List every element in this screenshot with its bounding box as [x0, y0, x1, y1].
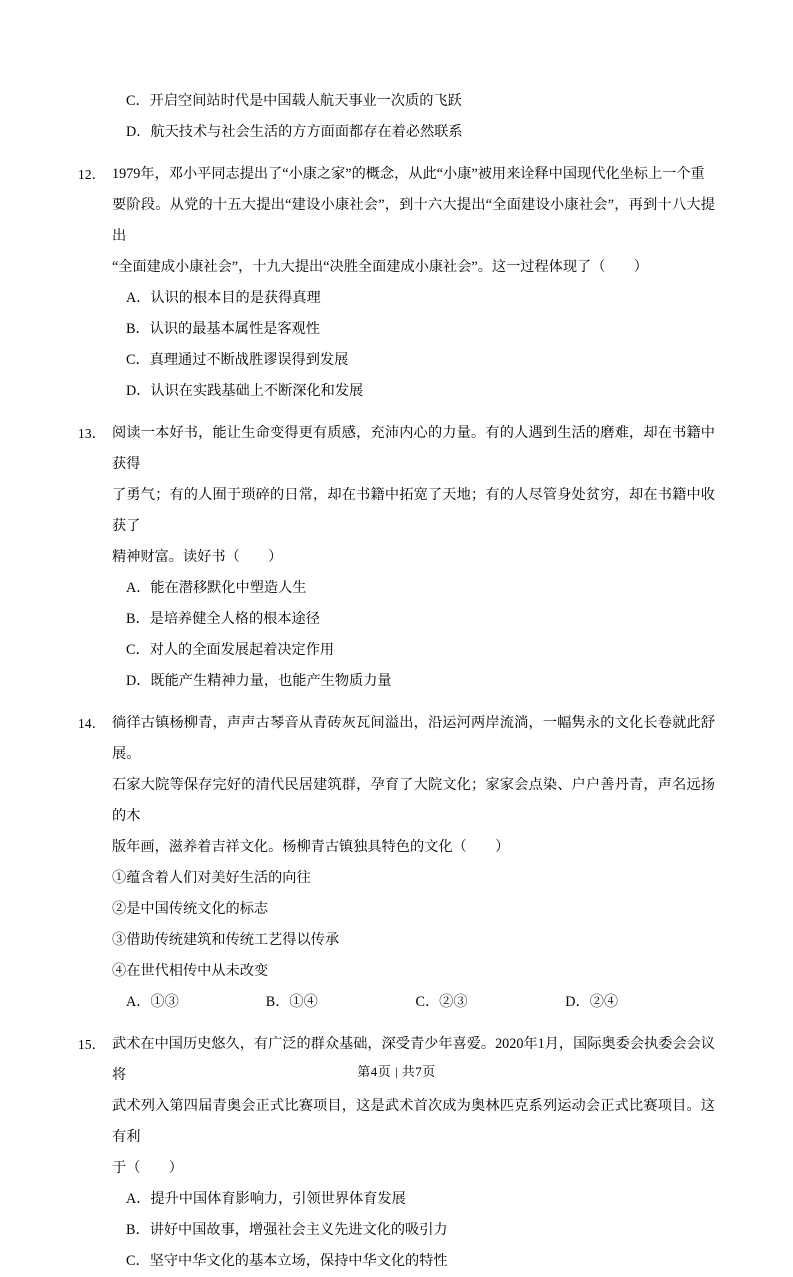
- option-text: B．讲好中国故事，增强社会主义先进文化的吸引力: [126, 1222, 448, 1238]
- question-stem-line: 于（ ）: [112, 1160, 183, 1176]
- question-stem-line: 了勇气；有的人囿于琐碎的日常，却在书籍中拓宽了天地；有的人尽管身处贫穷，却在书籍中收获了: [112, 487, 715, 534]
- question-stem-line: 武术列入第四届青奥会正式比赛项目，这是武术首次成为奥林匹克系列运动会正式比赛项目。这有利: [112, 1098, 715, 1145]
- option-text: A．能在潜移默化中塑造人生: [126, 580, 307, 596]
- question-stem-line: [78, 418, 715, 480]
- page-footer: 第4页 | 共7页: [357, 1064, 436, 1079]
- question-stem-text: 1979年，邓小平同志提出了“小康之家”的概念，从此“小康”被用来诠释中国现代化坐标上一个重: [112, 166, 705, 182]
- statement-item: ②是中国传统文化的标志: [112, 901, 269, 917]
- option-text: C．②③: [415, 994, 468, 1010]
- option-text: C．开启空间站时代是中国载人航天事业一次质的飞跃: [126, 93, 462, 109]
- question-block-13: [78, 418, 715, 697]
- option-text: A．认识的根本目的是获得真理: [126, 290, 321, 306]
- statement-item: ④在世代相传中从未改变: [112, 963, 269, 979]
- question-number: 15．: [78, 1037, 106, 1052]
- question-stem-text: 武术在中国历史悠久，有广泛的群众基础，深受青少年喜爱。2020年1月，国际奥委会执委会会议将: [112, 1036, 715, 1083]
- question-number: 14．: [78, 716, 106, 731]
- option-text: B．是培养健全人格的根本途径: [126, 611, 320, 627]
- option-text: A．提升中国体育影响力，引领世界体育发展: [126, 1191, 406, 1207]
- option-text: C．真理通过不断战胜谬误得到发展: [126, 352, 349, 368]
- question-stem-text: 阅读一本好书，能让生命变得更有质感，充沛内心的力量。有的人遇到生活的磨难，却在书籍中获得: [112, 425, 715, 472]
- option-text: C．坚守中华文化的基本立场，保持中华文化的特性: [126, 1253, 448, 1269]
- option-item: [78, 573, 715, 604]
- question-stem-line: [78, 708, 715, 770]
- question-number: 13．: [78, 426, 106, 441]
- option-item: [78, 1246, 715, 1277]
- option-row: [78, 987, 715, 1018]
- question-stem-line: “全面建成小康社会”，十九大提出“决胜全面建成小康社会”。这一过程体现了（ ）: [112, 259, 648, 275]
- option-item: [78, 1215, 715, 1246]
- option-item: [78, 314, 715, 345]
- option-text: D．既能产生精神力量，也能产生物质力量: [126, 673, 392, 689]
- question-block-11-tail: [78, 86, 715, 148]
- option-item: [78, 666, 715, 697]
- option-item: [78, 283, 715, 314]
- question-stem-line: 精神财富。读好书（ ）: [112, 549, 283, 565]
- question-stem-line: 版年画，滋养着吉祥文化。杨柳青古镇独具特色的文化（ ）: [112, 839, 510, 855]
- option-text: B．①④: [265, 994, 318, 1010]
- option-item: [78, 345, 715, 376]
- option-item: [78, 376, 715, 407]
- option-item: [78, 86, 715, 117]
- question-stem-text: 徜徉古镇杨柳青，声声古琴音从青砖灰瓦间溢出，沿运河两岸流淌，一幅隽永的文化长卷就此舒展。: [112, 715, 715, 762]
- option-text: A．①③: [126, 994, 179, 1010]
- question-block-12: [78, 159, 715, 407]
- question-stem-line: 要阶段。从党的十五大提出“建设小康社会”，到十六大提出“全面建设小康社会”，再到十八大提出: [112, 197, 715, 244]
- question-number: 12．: [78, 167, 106, 182]
- option-item: [78, 117, 715, 148]
- statement-item: ③借助传统建筑和传统工艺得以传承: [112, 932, 340, 948]
- question-block-14: [78, 708, 715, 1018]
- option-text: B．认识的最基本属性是客观性: [126, 321, 320, 337]
- question-stem-line: [78, 1029, 715, 1091]
- option-text: D．航天技术与社会生活的方方面面都存在着必然联系: [126, 124, 463, 140]
- statement-item: ①蕴含着人们对美好生活的向往: [112, 870, 311, 886]
- option-item: [78, 1184, 715, 1215]
- option-item: [78, 635, 715, 666]
- option-text: C．对人的全面发展起着决定作用: [126, 642, 335, 658]
- option-text: D．②④: [565, 994, 619, 1010]
- option-item: [78, 604, 715, 635]
- option-text: D．认识在实践基础上不断深化和发展: [126, 383, 364, 399]
- question-stem-line: 石家大院等保存完好的清代民居建筑群，孕育了大院文化；家家会点染、户户善丹青，声名远扬的木: [112, 777, 715, 824]
- question-stem-line: [78, 159, 715, 190]
